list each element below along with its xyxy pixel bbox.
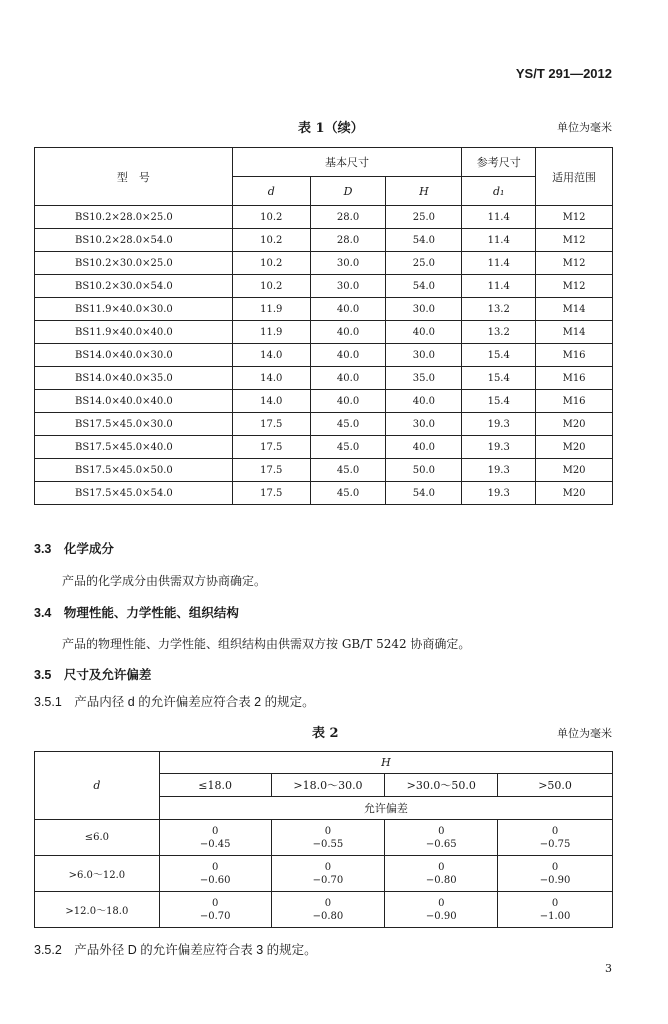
cell-d-range: >12.0～18.0 [35, 892, 160, 928]
cell-H: 50.0 [386, 459, 462, 482]
table-row [35, 275, 613, 298]
cell-D: 28.0 [310, 229, 386, 252]
cell-range: M20 [536, 413, 613, 436]
tolerance-lower: −0.45 [199, 838, 231, 850]
cell-range: M14 [536, 321, 613, 344]
table-row [35, 367, 613, 390]
table-row [35, 436, 613, 459]
cell-model: BS14.0×40.0×40.0 [35, 390, 233, 413]
tolerance-lower: −0.80 [425, 874, 457, 886]
section-3-5-1: 3.5.1 产品内径 d 的允许偏差应符合表 2 的规定。 [34, 695, 315, 709]
table-row [35, 344, 613, 367]
cell-D: 45.0 [310, 482, 386, 505]
cell-H: 30.0 [386, 413, 462, 436]
cell-d: 17.5 [232, 459, 310, 482]
cell-d1: 11.4 [462, 275, 536, 298]
cell-d: 10.2 [232, 229, 310, 252]
cell-model: BS14.0×40.0×35.0 [35, 367, 233, 390]
cell-D: 40.0 [310, 298, 386, 321]
cell-d: 10.2 [232, 206, 310, 229]
table-row [35, 820, 613, 856]
tolerance-lower: −0.70 [312, 874, 344, 886]
section-3-5-title-text: 3.5 尺寸及允许偏差 [34, 668, 152, 682]
cell-range: M12 [536, 229, 613, 252]
th-range: 适用范围 [536, 148, 613, 206]
standard-number: YS/T 291—2012 [515, 66, 612, 81]
cell-H: 35.0 [386, 367, 462, 390]
cell-H: 25.0 [386, 252, 462, 275]
cell-tolerance [271, 892, 385, 928]
cell-tolerance [498, 856, 613, 892]
cell-d1: 11.4 [462, 252, 536, 275]
table-row [35, 459, 613, 482]
t2-tol-label: 允许偏差 [159, 797, 612, 820]
table-row [35, 229, 613, 252]
th-H: H [386, 177, 462, 206]
section-3-5-title [34, 665, 151, 683]
cell-H: 40.0 [386, 390, 462, 413]
tolerance-upper: 0 [438, 897, 445, 909]
cell-D: 40.0 [310, 321, 386, 344]
tolerance-upper: 0 [324, 861, 332, 873]
cell-tolerance [498, 820, 613, 856]
table-row [35, 856, 613, 892]
page-number: 3 [605, 962, 612, 975]
table2-caption: 表 2 [312, 726, 339, 741]
cell-d1: 15.4 [462, 344, 536, 367]
cell-model: BS14.0×40.0×30.0 [35, 344, 233, 367]
table-row [35, 482, 613, 505]
cell-range: M20 [536, 459, 613, 482]
tolerance-upper: 0 [324, 897, 332, 909]
tolerance-lower: −0.55 [312, 838, 344, 850]
cell-D: 45.0 [310, 459, 386, 482]
cell-range: M16 [536, 344, 613, 367]
cell-tolerance [271, 856, 385, 892]
cell-range: M20 [536, 436, 613, 459]
cell-tolerance [385, 856, 498, 892]
cell-d1: 13.2 [462, 321, 536, 344]
cell-H: 30.0 [386, 344, 462, 367]
th-D: D [310, 177, 386, 206]
th-ref: 参考尺寸 [462, 148, 536, 177]
cell-tolerance [385, 820, 498, 856]
table-row [35, 390, 613, 413]
cell-D: 30.0 [310, 275, 386, 298]
cell-model: BS17.5×45.0×30.0 [35, 413, 233, 436]
cell-model: BS11.9×40.0×30.0 [35, 298, 233, 321]
cell-tolerance [385, 892, 498, 928]
table1-body [35, 206, 613, 505]
tolerance-upper: 0 [551, 825, 559, 837]
tolerance-lower: −0.90 [539, 874, 571, 886]
section-3-3-title [34, 539, 114, 557]
cell-d1: 19.3 [462, 459, 536, 482]
cell-model: BS17.5×45.0×50.0 [35, 459, 233, 482]
cell-D: 28.0 [310, 206, 386, 229]
tolerance-lower: −0.70 [199, 910, 231, 922]
tolerance-upper: 0 [551, 897, 559, 909]
table-row [35, 892, 613, 928]
h-range-header: >30.0～50.0 [385, 774, 498, 797]
cell-D: 45.0 [310, 413, 386, 436]
cell-model: BS17.5×45.0×40.0 [35, 436, 233, 459]
table1-unit: 单位为毫米 [557, 121, 612, 134]
cell-H: 40.0 [386, 436, 462, 459]
cell-D: 45.0 [310, 436, 386, 459]
cell-d1: 19.3 [462, 436, 536, 459]
cell-d1: 19.3 [462, 482, 536, 505]
cell-d1: 13.2 [462, 298, 536, 321]
cell-tolerance [159, 856, 271, 892]
th-d: d [232, 177, 310, 206]
cell-d: 17.5 [232, 413, 310, 436]
tolerance-lower: −0.90 [425, 910, 457, 922]
cell-d: 10.2 [232, 275, 310, 298]
cell-d1: 19.3 [462, 413, 536, 436]
cell-D: 40.0 [310, 344, 386, 367]
cell-tolerance [271, 820, 385, 856]
cell-tolerance [159, 820, 271, 856]
table2-unit: 单位为毫米 [557, 727, 612, 740]
cell-H: 54.0 [386, 482, 462, 505]
cell-H: 25.0 [386, 206, 462, 229]
cell-range: M20 [536, 482, 613, 505]
tolerance-lower: −0.75 [539, 838, 571, 850]
h-range-header: ≤18.0 [159, 774, 271, 797]
cell-model: BS10.2×30.0×54.0 [35, 275, 233, 298]
cell-H: 40.0 [386, 321, 462, 344]
cell-range: M12 [536, 275, 613, 298]
section-3-4-title [34, 603, 239, 621]
cell-d: 14.0 [232, 390, 310, 413]
cell-d: 11.9 [232, 298, 310, 321]
table-row [35, 252, 613, 275]
th-model: 型 号 [35, 148, 233, 206]
cell-d: 17.5 [232, 436, 310, 459]
section-3-4-title-text: 3.4 物理性能、力学性能、组织结构 [34, 606, 239, 620]
tolerance-upper: 0 [324, 825, 332, 837]
cell-range: M16 [536, 390, 613, 413]
table2 [34, 751, 613, 928]
cell-D: 40.0 [310, 367, 386, 390]
table2-body [35, 820, 613, 928]
h-range-header: >50.0 [498, 774, 613, 797]
tolerance-lower: −0.60 [199, 874, 231, 886]
t2-H-header: H [159, 752, 612, 774]
section-3-5-2: 3.5.2 产品外径 D 的允许偏差应符合表 3 的规定。 [34, 943, 317, 957]
tolerance-upper: 0 [211, 825, 219, 837]
tolerance-upper: 0 [438, 825, 445, 837]
cell-d1: 15.4 [462, 367, 536, 390]
table-row [35, 321, 613, 344]
tolerance-upper: 0 [211, 861, 219, 873]
cell-d: 11.9 [232, 321, 310, 344]
cell-d: 14.0 [232, 344, 310, 367]
tolerance-upper: 0 [551, 861, 559, 873]
cell-range: M12 [536, 252, 613, 275]
th-d1: d₁ [462, 177, 536, 206]
tolerance-upper: 0 [211, 897, 219, 909]
tolerance-upper: 0 [438, 861, 445, 873]
cell-model: BS17.5×45.0×54.0 [35, 482, 233, 505]
cell-tolerance [498, 892, 613, 928]
cell-D: 40.0 [310, 390, 386, 413]
th-basic: 基本尺寸 [232, 148, 461, 177]
cell-d1: 11.4 [462, 229, 536, 252]
section-3-3-title-text: 3.3 化学成分 [34, 542, 114, 556]
cell-d1: 11.4 [462, 206, 536, 229]
section-3-4-body: 产品的物理性能、力学性能、组织结构由供需双方按 GB/T 5242 协商确定。 [62, 637, 471, 651]
cell-H: 30.0 [386, 298, 462, 321]
cell-range: M14 [536, 298, 613, 321]
table-row [35, 413, 613, 436]
cell-model: BS10.2×28.0×54.0 [35, 229, 233, 252]
h-range-header: >18.0～30.0 [271, 774, 385, 797]
cell-d-range: ≤6.0 [35, 820, 160, 856]
table1-caption: 表 1（续） [298, 121, 364, 136]
cell-range: M12 [536, 206, 613, 229]
cell-model: BS11.9×40.0×40.0 [35, 321, 233, 344]
cell-range: M16 [536, 367, 613, 390]
cell-D: 30.0 [310, 252, 386, 275]
table1 [34, 147, 613, 505]
cell-d: 17.5 [232, 482, 310, 505]
cell-model: BS10.2×28.0×25.0 [35, 206, 233, 229]
cell-H: 54.0 [386, 229, 462, 252]
cell-d-range: >6.0～12.0 [35, 856, 160, 892]
cell-tolerance [159, 892, 271, 928]
cell-d: 10.2 [232, 252, 310, 275]
cell-H: 54.0 [386, 275, 462, 298]
tolerance-lower: −0.65 [425, 838, 457, 850]
cell-model: BS10.2×30.0×25.0 [35, 252, 233, 275]
section-3-3-body: 产品的化学成分由供需双方协商确定。 [62, 574, 267, 588]
cell-d: 14.0 [232, 367, 310, 390]
tolerance-lower: −1.00 [539, 910, 571, 922]
cell-d1: 15.4 [462, 390, 536, 413]
t2-d-header: d [35, 752, 160, 820]
table-row [35, 206, 613, 229]
tolerance-lower: −0.80 [312, 910, 344, 922]
table-row [35, 298, 613, 321]
